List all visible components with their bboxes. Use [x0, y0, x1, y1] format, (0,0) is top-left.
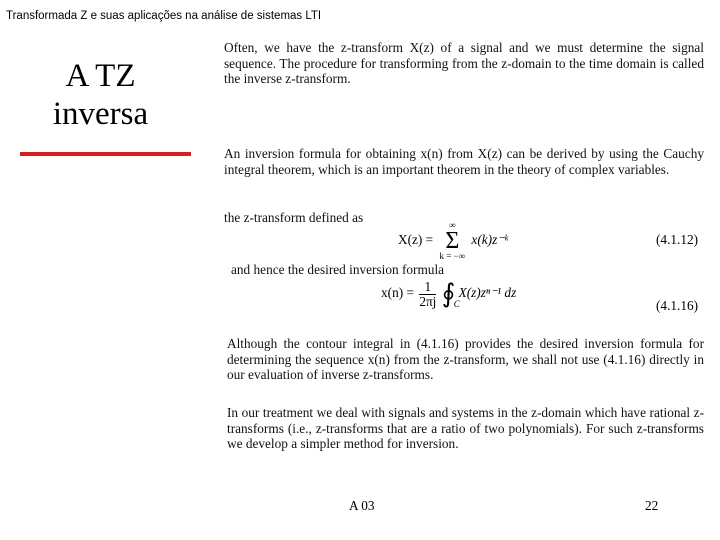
paragraph-rational-ztransforms: In our treatment we deal with signals and systems in the z-domain which have rational z-transforms (i.e., z-transforms that are a ratio of two polynomials). For such z-transforms we develop a simpler method for inversion.	[227, 405, 704, 451]
slide-title	[28, 58, 173, 133]
contour-integral-symbol: ∮	[441, 279, 456, 308]
paragraph-intro: Often, we have the z-transform X(z) of a signal and we must determine the signal sequence. The procedure for transforming from the z-domain to the time domain is called the inverse z-transform.	[224, 40, 704, 86]
header-title: Transformada Z e suas aplicações na análise de sistemas LTI	[6, 10, 322, 22]
eq1-lhs: X(z) =	[398, 232, 434, 248]
sigma-symbol: Σ	[445, 228, 460, 254]
sum-lower-limit: k = −∞	[439, 251, 466, 261]
fraction-denominator: 2πj	[419, 293, 437, 309]
contour-label: C	[453, 299, 460, 309]
eq1-rhs: x(k)z⁻ᵏ	[471, 232, 509, 248]
equation-inverse	[381, 279, 516, 309]
fraction	[419, 280, 436, 309]
footer-left: A 03	[349, 498, 375, 513]
contour-integral	[441, 279, 460, 309]
equation-ztransform	[398, 221, 508, 261]
paragraph-cauchy: An inversion formula for obtaining x(n) from X(z) can be derived by using the Cauchy integral theorem, which is an important theorem in the theory of complex variables.	[224, 146, 704, 177]
summation	[440, 221, 466, 261]
paragraph-contour-integral: Although the contour integral in (4.1.16) provides the desired inversion formula for determining the sequence x(n) from the z-transform, we shall not use (4.1.16) directly in our evaluation of inverse z-transforms.	[227, 336, 704, 382]
paragraph-inversion-formula: and hence the desired inversion formula	[231, 262, 445, 277]
slide-title-line2: inversa	[52, 95, 149, 132]
page-number: 22	[645, 498, 659, 513]
paragraph-ztransform-defined: the z-transform defined as	[224, 210, 364, 225]
equation-number-4-1-16: (4.1.16)	[656, 298, 699, 313]
fraction-numerator: 1	[419, 280, 436, 295]
title-underline	[20, 152, 191, 156]
sum-upper-limit: ∞	[449, 220, 456, 230]
slide-title-line1: A TZ	[65, 58, 136, 94]
equation-number-4-1-12: (4.1.12)	[656, 232, 699, 247]
eq2-lhs: x(n) =	[381, 285, 414, 301]
eq2-rhs: X(z)zⁿ⁻¹ dz	[458, 285, 517, 301]
